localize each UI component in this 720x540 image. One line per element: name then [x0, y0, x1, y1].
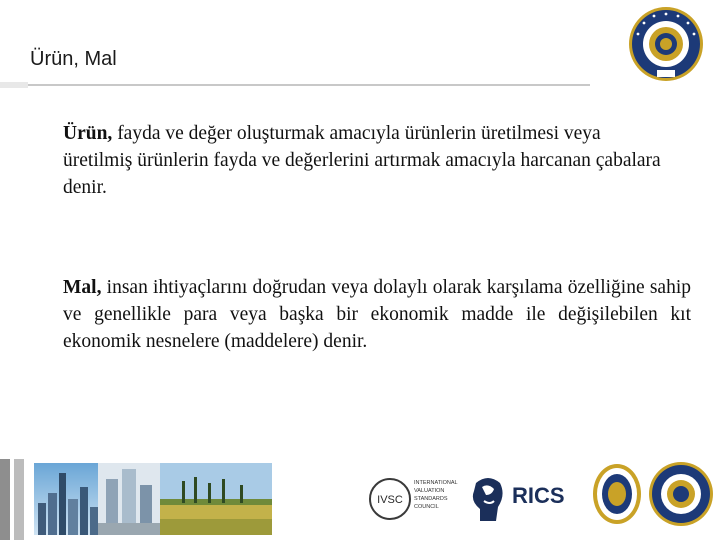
countryside-photo: [160, 463, 272, 535]
towers-photo: [98, 463, 160, 535]
footer-bar-dark: [0, 459, 10, 540]
ivsc-caption: [414, 479, 464, 511]
title-divider: [0, 84, 590, 86]
definition-mal: [63, 274, 691, 355]
partner-seal-icon: [592, 463, 642, 525]
rics-lion-icon: [468, 473, 508, 525]
page-title: Ürün, Mal: [30, 48, 117, 70]
ivsc-abbr: IVSC: [377, 494, 403, 506]
ivsc-logo: [368, 477, 412, 521]
ivsc-line-2: VALUATION: [414, 488, 445, 494]
definition-urun: [63, 120, 663, 201]
definition-urun-text: fayda ve değer oluşturmak amacıyla ürünlerin üretilmesi veya üretilmiş ürünlerin fayda ve değerlerini artırmak amacıyla harcanan çabalara denir.: [63, 123, 661, 198]
ivsc-line-3: STANDARDS: [414, 496, 448, 502]
rics-wordmark: RICS: [512, 483, 565, 508]
ankara-university-logo-small: [648, 461, 714, 527]
ivsc-line-1: INTERNATIONAL: [414, 480, 458, 486]
definition-mal-text: insan ihtiyaçlarını doğrudan veya dolaylı olarak karşılama özelliğine sahip ve genellikle para veya başka bir ekonomik madde ile değişilebilen kıt ekonomik nesnelere (maddelere) denir.: [63, 277, 691, 352]
footer-banner: [0, 459, 720, 540]
footer-bar-light: [14, 459, 24, 540]
title-divider-accent: [0, 82, 28, 88]
term-mal: Mal,: [63, 277, 102, 298]
city-skyline-photo: [34, 463, 98, 535]
term-urun: Ürün,: [63, 123, 113, 144]
ankara-university-logo: [628, 6, 704, 82]
ivsc-line-4: COUNCIL: [414, 504, 439, 510]
